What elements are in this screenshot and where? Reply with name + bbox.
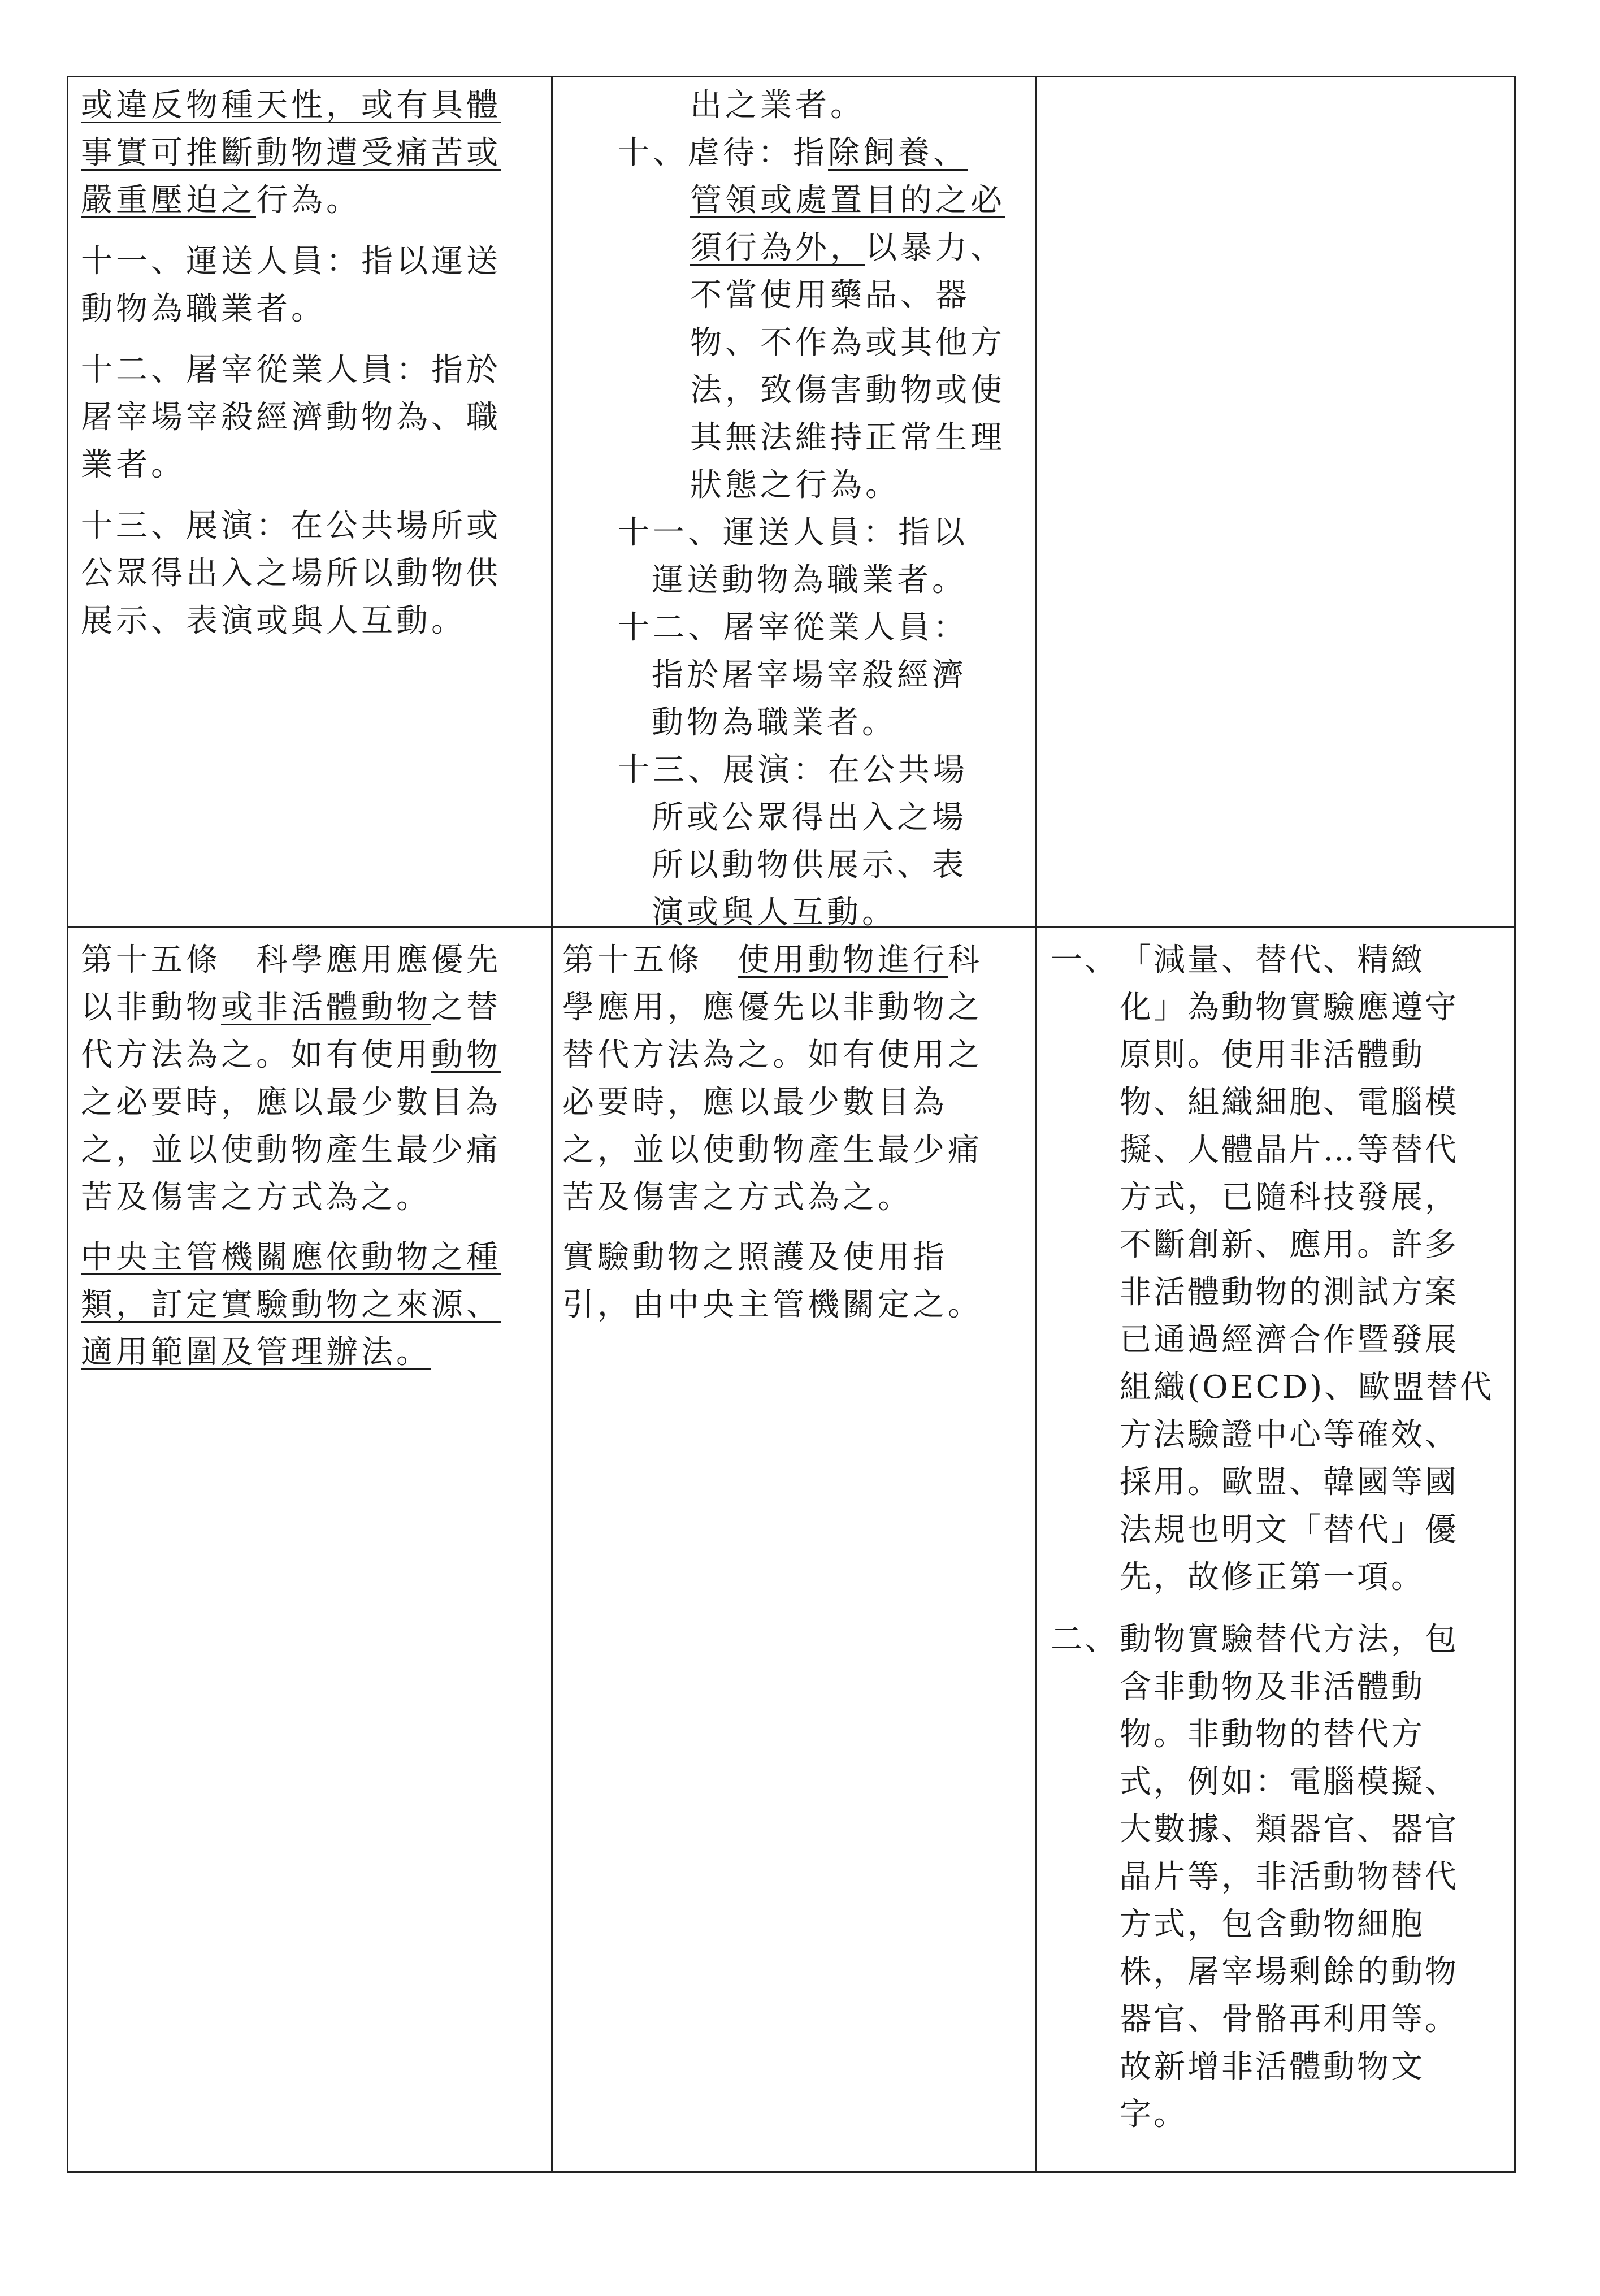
explanation-item-1: 一、 「減量、替代、精緻 化」為動物實驗應遵守 原則。使用非活體動 物、組織細胞、電腦模 擬、人體晶片…等替代 方式，已隨科技發展， 不斷創新、應用。許多 非活體動物的測試方案 已通過經濟合作暨發展 組織(OECD)、歐盟替代 方法驗證中心等確效、 採用。歐盟、韓國等國 法規也明文「替代」優 先，故修正第一項。 [1051,942,1494,1596]
item-exhibition: 十三、展演：在公共場 所或公眾得出入之場 所以動物供展示、表 演或與人互動。 [618,752,968,931]
paragraph-slaughter: 十二、屠宰從業人員：指於 屠宰場宰殺經濟動物為、職 業者。 [81,352,501,483]
row2-left-cell [81,937,544,1383]
row1-middle-cell [618,82,1025,937]
paragraph-exhibition: 十三、展演：在公共場所或 公眾得出入之場所以動物供 展示、表演或與人互動。 [81,508,501,639]
explanation-item-2: 二、 動物實驗替代方法，包 含非動物及非活體動 物。非動物的替代方 式，例如：電腦模擬、 大數據、類器官、器官 晶片等，非活動物替代 方式，包含動物細胞 株，屠宰場剩餘的動物 器官、骨骼再利用等。 故新增非活體動物文 字。 [1051,1621,1459,2133]
row2-middle-cell [562,937,1026,1336]
comparison-table [67,76,1516,2173]
item-abuse: 十、虐待：指除飼養、 管領或處置目的之必 須行為外，以暴力、 不當使用藥品、器 物、不作為或其他方 法，致傷害動物或使 其無法維持正常生理 狀態之行為。 [618,135,1005,504]
paragraph-transport: 十一、運送人員：指以運送 動物為職業者。 [81,243,501,327]
column-divider [551,77,553,2171]
article-15-current: 第十五條 科學應用應優先 以非動物或非活體動物之替 代方法為之。如有使用動物 之必要時，應以最少數目為 之，並以使動物產生最少痛 苦及傷害之方式為之。 [81,942,501,1216]
article-15-original: 第十五條 使用動物進行科 學應用，應優先以非動物之 替代方法為之。如有使用之 必要時，應以最少數目為 之，並以使動物產生最少痛 苦及傷害之方式為之。 [562,942,983,1216]
article-15-para2: 中央主管機關應依動物之種 類，訂定實驗動物之來源、 適用範圍及管理辦法。 [81,1239,501,1371]
item-slaughter: 十二、屠宰從業人員： 指於屠宰場宰殺經濟 動物為職業者。 [618,609,968,741]
column-divider [1035,77,1037,2171]
continuation-line: 出之業者。 [690,87,865,124]
item-transport: 十一、運送人員：指以 運送動物為職業者。 [618,514,968,599]
article-15-original-para2: 實驗動物之照護及使用指 引，由中央主管機關定之。 [562,1239,983,1323]
row2-right-cell [1051,937,1510,2153]
row1-left-cell [81,82,544,652]
paragraph-1: 或違反物種天性，或有具體 事實可推斷動物遭受痛苦或 嚴重壓迫之行為。 [81,87,501,219]
